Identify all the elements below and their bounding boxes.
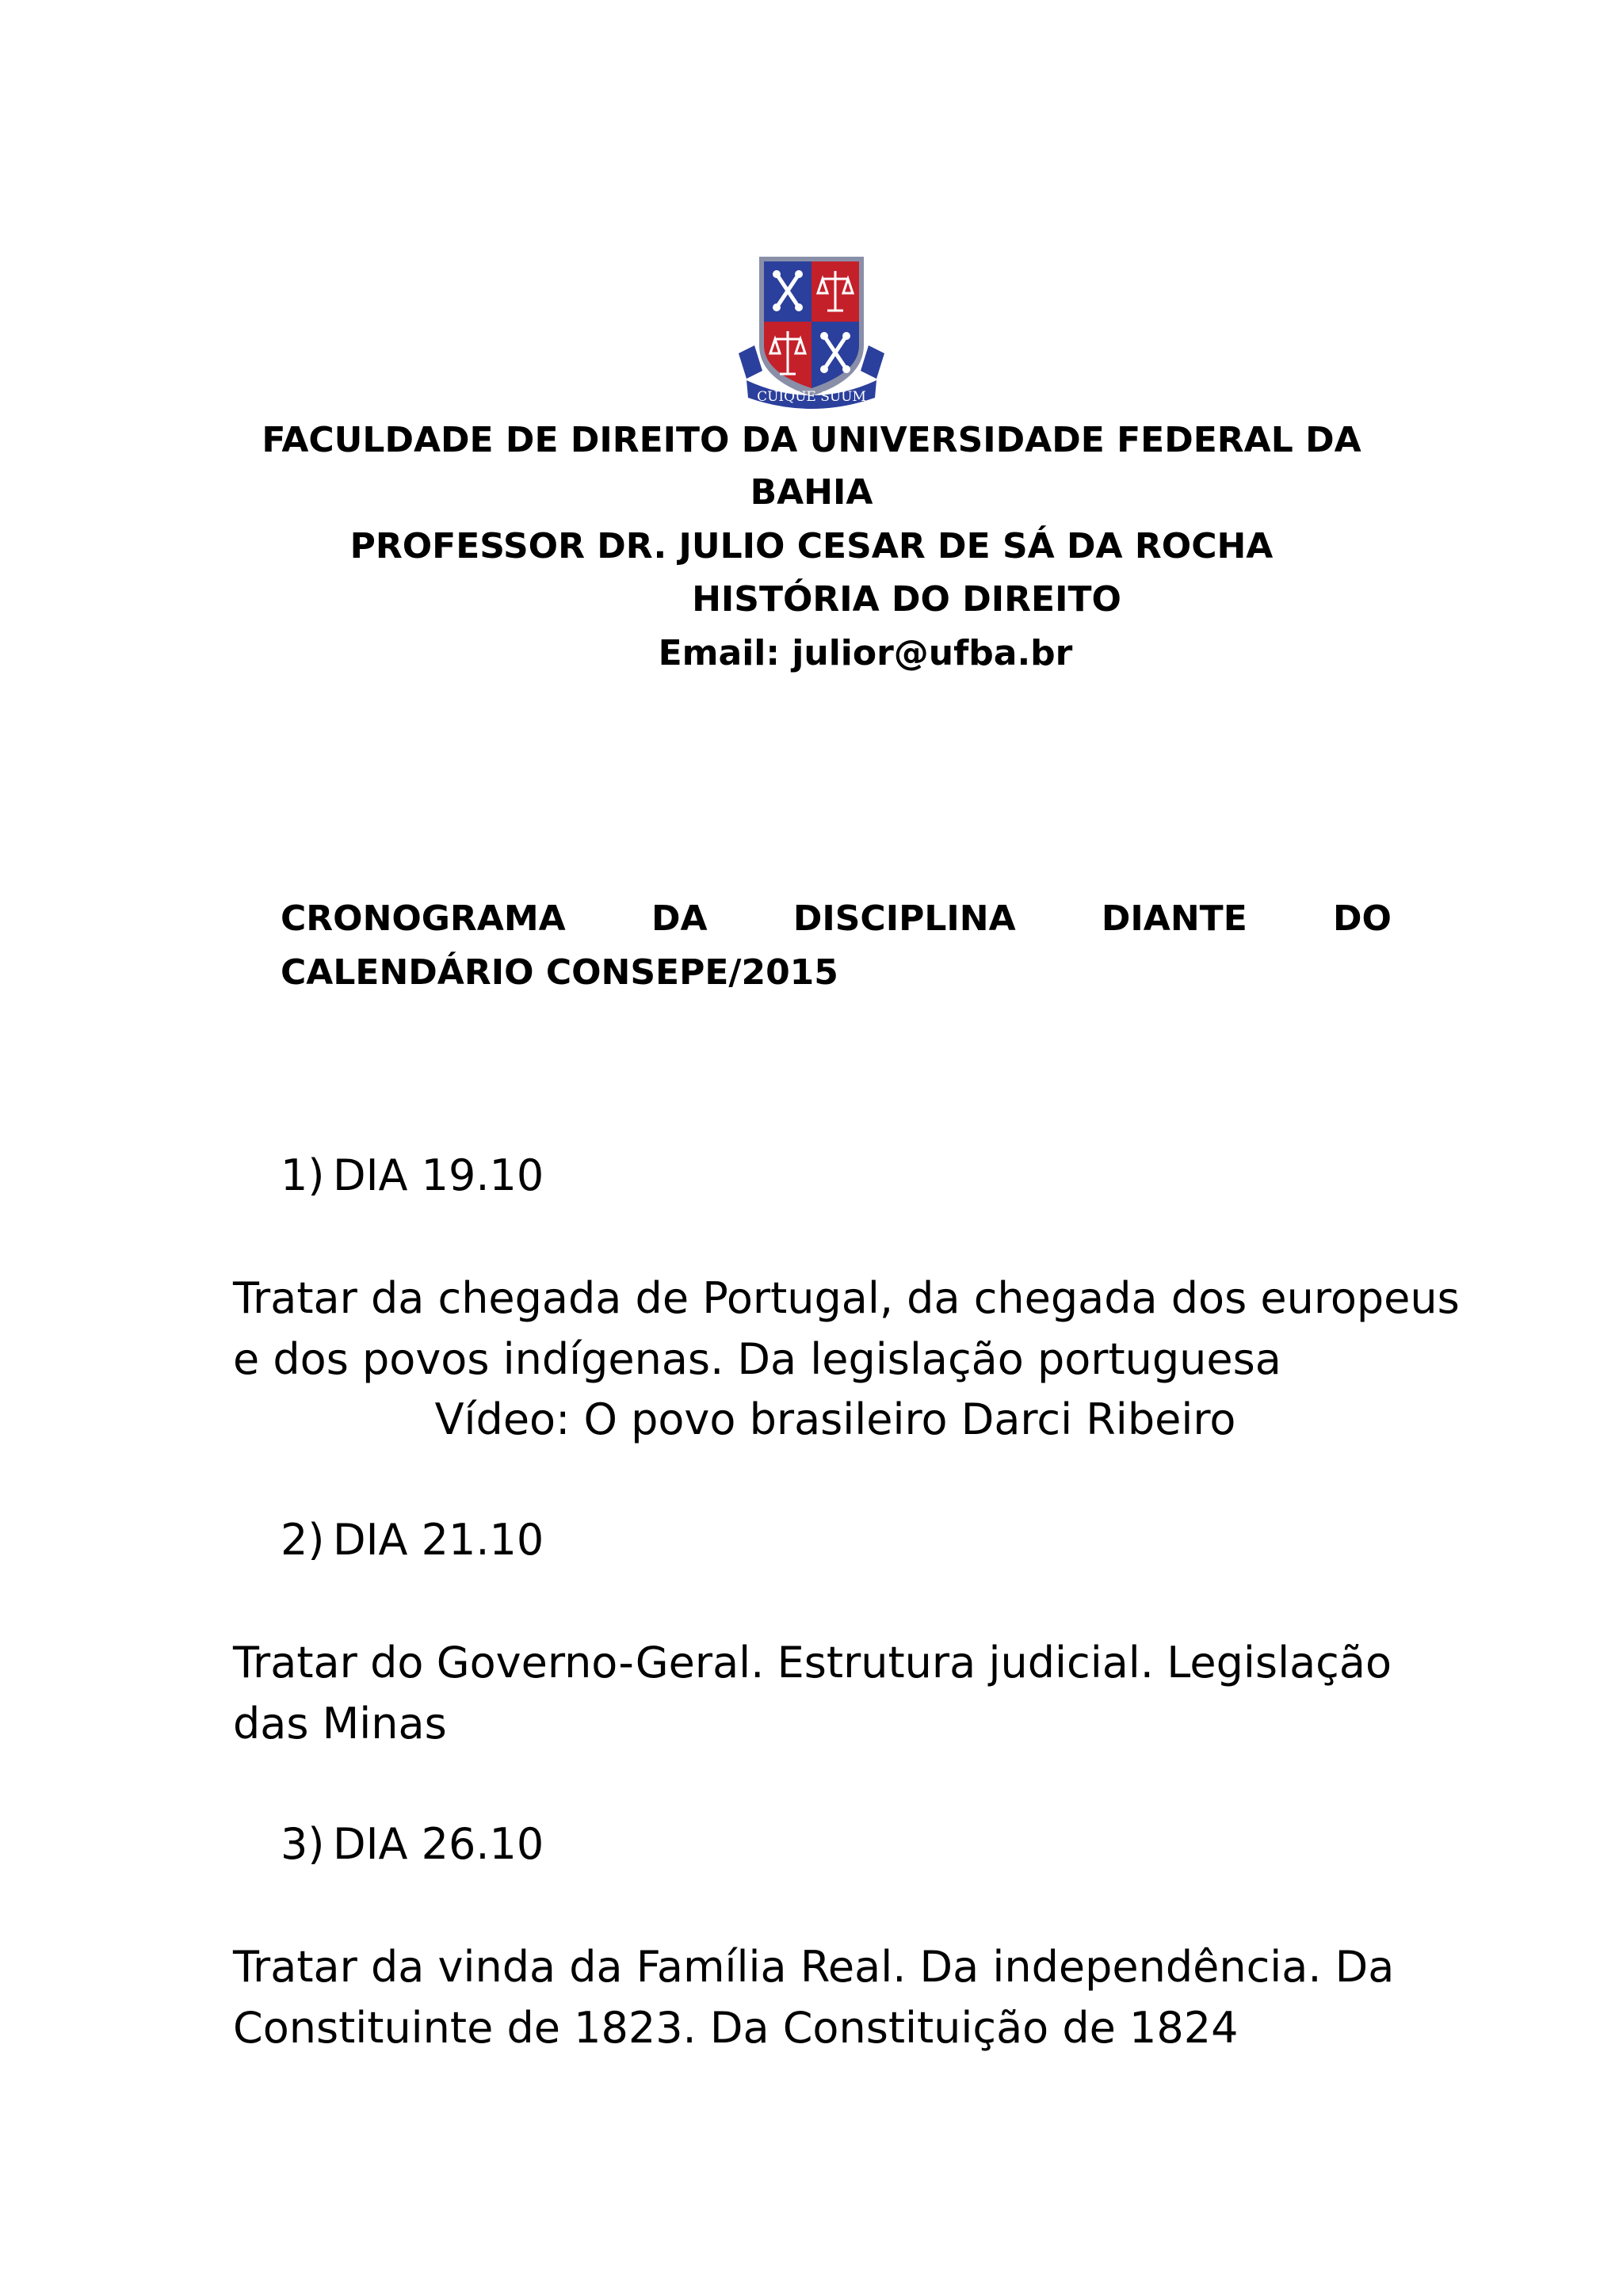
schedule-title-line2: CALENDÁRIO CONSEPE/2015 (281, 952, 838, 993)
entry-2-word: Estrutura (777, 1638, 976, 1688)
entry-1-text-line1: Tratar da chegada de Portugal, da chegada dos europeus (233, 1273, 1460, 1323)
entry-2-word: Legislação (1167, 1638, 1392, 1688)
entry-2-word: Governo-Geral. (436, 1638, 765, 1688)
svg-text:CUIQUE SUUM: CUIQUE SUUM (757, 389, 866, 405)
entry-3-text-line1: Tratar da vinda da Família Real. Da independência. Da (233, 1942, 1395, 1992)
entry-2-heading (281, 1512, 544, 1569)
entry-2-word: Tratar (233, 1638, 357, 1688)
entry-3-heading (281, 1816, 544, 1873)
entry-3-text-line2: Constituinte de 1823. Da Constituição de 1824 (233, 2003, 1239, 2053)
schedule-title-word: DA (651, 898, 708, 939)
entry-number: 1) (281, 1150, 325, 1200)
schedule-title-word: DIANTE (1101, 898, 1247, 939)
course-title: HISTÓRIA DO DIREITO (692, 579, 1121, 620)
entry-day: DIA 19.10 (333, 1150, 544, 1200)
entry-day: DIA 26.10 (333, 1819, 544, 1869)
schedule-title-line1 (281, 895, 1392, 943)
institution-name-line2: BAHIA (750, 472, 873, 513)
entry-number: 3) (281, 1819, 325, 1869)
schedule-title-word: DO (1333, 898, 1392, 939)
professor-name: PROFESSOR DR. JULIO CESAR DE SÁ DA ROCHA (349, 526, 1274, 566)
entry-1-video: Vídeo: O povo brasileiro Darci Ribeiro (434, 1394, 1236, 1444)
entry-2-word: do (370, 1638, 424, 1688)
schedule-title-word: DISCIPLINA (792, 898, 1016, 939)
schedule-title-word: CRONOGRAMA (281, 898, 566, 939)
professor-email: Email: julior@ufba.br (658, 633, 1073, 673)
entry-2-word: judicial. (988, 1638, 1154, 1688)
entry-2-text-line1 (233, 1634, 1392, 1691)
entry-number: 2) (281, 1515, 325, 1565)
ufba-crest-logo (735, 252, 888, 414)
entry-day: DIA 21.10 (333, 1515, 544, 1565)
institution-name-line1: FACULDADE DE DIREITO DA UNIVERSIDADE FEDERAL DA (262, 420, 1361, 460)
entry-1-heading (281, 1147, 544, 1204)
entry-1-text-line2: e dos povos indígenas. Da legislação portuguesa (233, 1334, 1281, 1384)
entry-2-text-line2: das Minas (233, 1699, 447, 1749)
